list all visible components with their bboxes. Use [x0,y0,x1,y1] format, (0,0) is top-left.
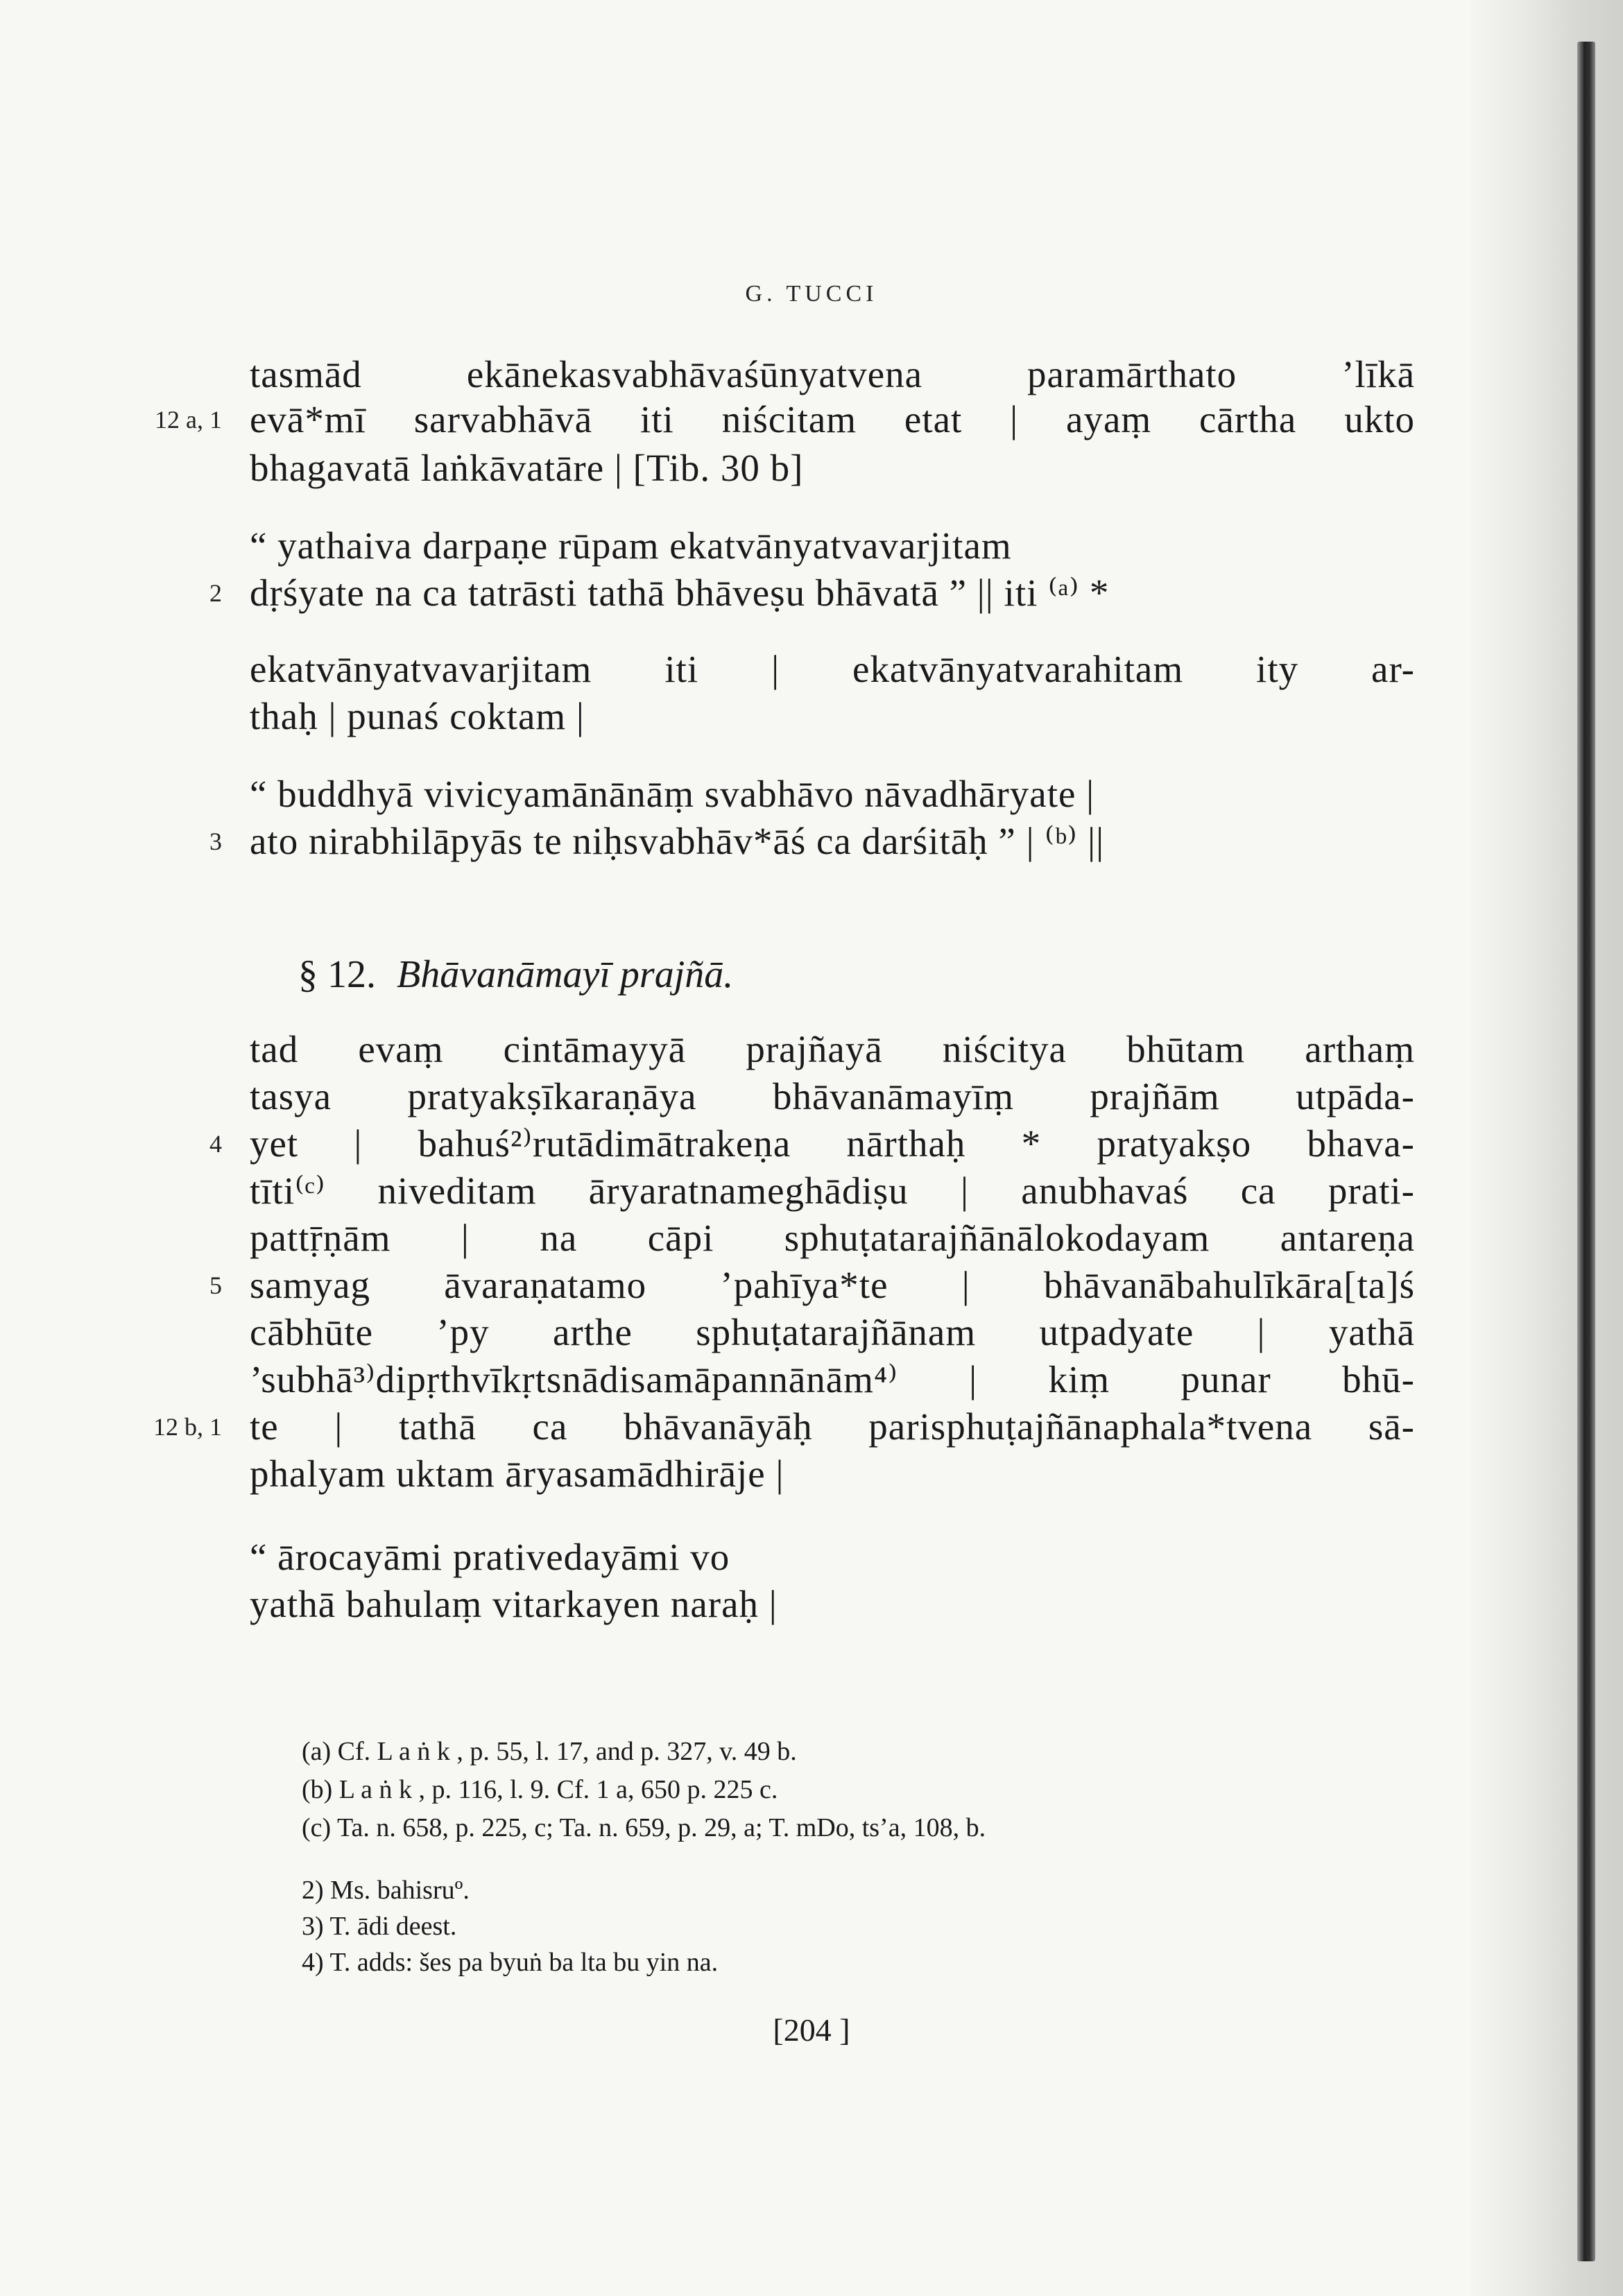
text-line: samyag āvaraṇatamo ’pahīya*te | bhāvanābahulīkāra[ta]ś [250,1264,1415,1306]
footnote: 3) T. ādi deest. [302,1912,457,1941]
text-line: cābhūte ’py arthe sphuṭatarajñānam utpadyate | yathā [250,1311,1415,1353]
text-line: tīti⁽ᶜ⁾ niveditam āryaratnameghādiṣu | anubhavaś ca prati- [250,1170,1415,1212]
text-line: tasmād ekānekasvabhāvaśūnyatvena paramārthato ’līkā [250,353,1415,395]
text-line: thaḥ | punaś coktam | [250,695,585,737]
verse-line: “ ārocayāmi prativedayāmi vo [250,1536,730,1578]
verse-line: ato nirabhilāpyās te niḥsvabhāv*āś ca darśitāḥ ” | ⁽ᵇ⁾ || [250,820,1105,862]
text-line: ’subhā³⁾dipṛthvīkṛtsnādisamāpannānām⁴⁾ | kiṃ punar bhū- [250,1358,1415,1400]
verse-line: yathā bahulaṃ vitarkayen naraḥ | [250,1583,778,1625]
text-line: ekatvānyatvavarjitam iti | ekatvānyatvarahitam ity ar- [250,648,1415,690]
verse-line: “ buddhyā vivicyamānānāṃ svabhāvo nāvadhāryate | [250,773,1095,815]
margin-ref: 4 [209,1130,222,1158]
text-line: yet | bahuś²⁾rutādimātrakeṇa nārthaḥ * pratyakṣo bhava- [250,1122,1415,1165]
margin-ref: 12 b, 1 [153,1413,222,1441]
footnote: (b) L a ṅ k , p. 116, l. 9. Cf. 1 a, 650 p. 225 c. [302,1775,778,1804]
margin-ref: 3 [209,828,222,855]
text-line: tad evaṃ cintāmayyā prajñayā niścitya bhūtam arthaṃ [250,1028,1415,1070]
margin-ref: 12 a, 1 [155,406,222,434]
footnote: (c) Ta. n. 658, p. 225, c; Ta. n. 659, p. 29, a; T. mDo, ts’a, 108, b. [302,1813,986,1842]
text-line: phalyam uktam āryasamādhirāje | [250,1453,784,1495]
text-line: te | tathā ca bhāvanāyāḥ parisphuṭajñānaphala*tvena sā- [250,1405,1415,1448]
scan-binding-shadow [1577,42,1595,2261]
footnote: (a) Cf. L a ṅ k , p. 55, l. 17, and p. 327, v. 49 b. [302,1737,797,1766]
running-head: G. TUCCI [745,281,878,307]
section-title: Bhāvanāmayī prajñā. [397,953,734,996]
text-line: bhagavatā laṅkāvatāre | [Tib. 30 b] [250,447,804,489]
page-number: [204 ] [773,2012,850,2048]
scan-page-edge [1470,0,1623,2296]
margin-ref: 5 [209,1271,222,1299]
verse-line: dṛśyate na ca tatrāsti tathā bhāveṣu bhāvatā ” || iti ⁽ᵃ⁾ * [250,572,1110,614]
section-number: § 12. [298,953,376,996]
text-line: tasya pratyakṣīkaraṇāya bhāvanāmayīṃ prajñām utpāda- [250,1075,1415,1117]
footnote: 4) T. adds: šes pa byuṅ ba lta bu yin na. [302,1948,719,1977]
footnote: 2) Ms. bahisruº. [302,1876,470,1905]
margin-ref: 2 [209,579,222,607]
text-line: pattṝṇām | na cāpi sphuṭatarajñānālokodayam antareṇa [250,1217,1415,1259]
verse-line: “ yathaiva darpaṇe rūpam ekatvānyatvavarjitam [250,524,1012,567]
text-line: evā*mī sarvabhāvā iti niścitam etat | ayaṃ cārtha ukto [250,398,1415,440]
section-heading [298,947,1339,1002]
